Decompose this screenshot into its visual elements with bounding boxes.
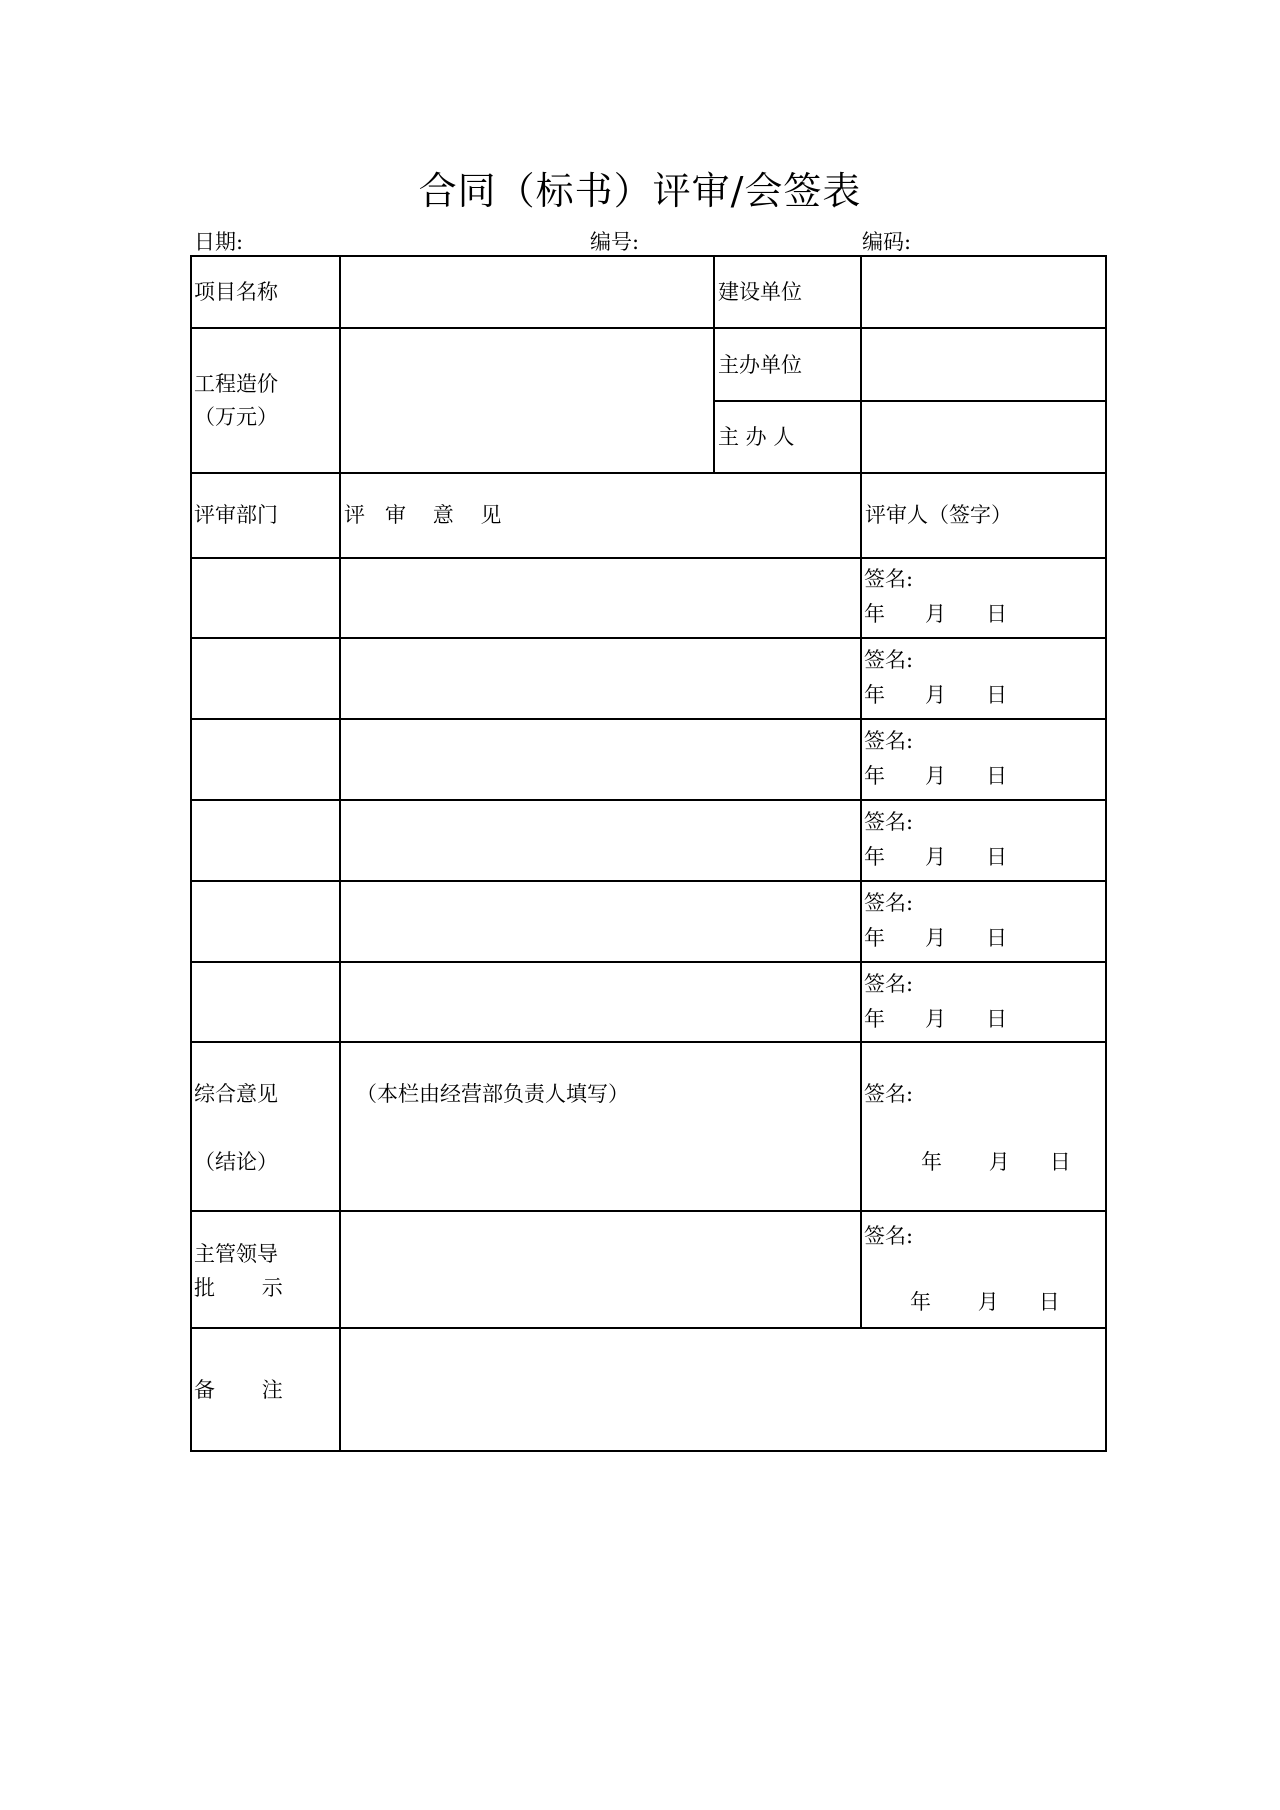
sign-label: 签名: (864, 810, 914, 834)
remarks-label: 备 注 (194, 1378, 283, 1402)
row-divider (713, 400, 1107, 402)
host-person-label: 主 办 人 (718, 425, 795, 449)
row-divider (190, 327, 1107, 329)
leader-sign-label: 签名: (864, 1224, 914, 1248)
summary-sign-label: 签名: (864, 1082, 914, 1106)
sign-date: 年 月 日 (864, 1007, 1008, 1031)
sign-label: 签名: (864, 729, 914, 753)
sign-label: 签名: (864, 972, 914, 996)
row-divider (190, 880, 1107, 882)
summary-note: （本栏由经营部负责人填写） (356, 1082, 629, 1106)
host-unit-label: 主办单位 (718, 353, 802, 377)
sign-date: 年 月 日 (864, 926, 1008, 950)
review-dept-label: 评审部门 (194, 503, 278, 527)
cost-label: 工程造价 (194, 372, 278, 396)
sign-label: 签名: (864, 891, 914, 915)
row-divider (190, 799, 1107, 801)
summary-sign-date: 年 月 日 (921, 1150, 1071, 1174)
sign-date: 年 月 日 (864, 683, 1008, 707)
row-divider (190, 557, 1107, 559)
leader-instruction-label: 批 示 (194, 1276, 283, 1300)
summary-label: 综合意见 (194, 1082, 278, 1106)
row-divider (190, 961, 1107, 963)
leader-label: 主管领导 (194, 1242, 278, 1266)
sign-date: 年 月 日 (864, 845, 1008, 869)
col-divider (860, 255, 862, 1329)
review-opinion-label: 评 审 意 见 (344, 503, 502, 527)
table-border-right (1105, 255, 1107, 1452)
col-divider (339, 255, 341, 1452)
number-label: 编号: (590, 230, 640, 254)
summary-conclusion-label: （结论） (194, 1150, 278, 1174)
row-divider (190, 472, 1107, 474)
row-divider (190, 718, 1107, 720)
reviewer-label: 评审人（签字） (865, 503, 1012, 527)
table-border-left (190, 255, 192, 1452)
col-divider (713, 255, 715, 474)
sign-date: 年 月 日 (864, 602, 1008, 626)
construction-unit-label: 建设单位 (718, 280, 802, 304)
date-label: 日期: (194, 230, 244, 254)
row-divider (190, 1041, 1107, 1043)
code-label: 编码: (862, 230, 912, 254)
row-divider (190, 1210, 1107, 1212)
sign-date: 年 月 日 (864, 764, 1008, 788)
table-border-top (190, 255, 1107, 257)
row-divider (190, 637, 1107, 639)
sign-label: 签名: (864, 567, 914, 591)
row-divider (190, 1327, 1107, 1329)
sign-label: 签名: (864, 648, 914, 672)
cost-unit-label: （万元） (194, 405, 278, 429)
leader-sign-date: 年 月 日 (910, 1290, 1060, 1314)
page-title: 合同（标书）评审/会签表 (418, 169, 862, 213)
project-name-label: 项目名称 (194, 280, 278, 304)
table-border-bottom (190, 1450, 1107, 1452)
